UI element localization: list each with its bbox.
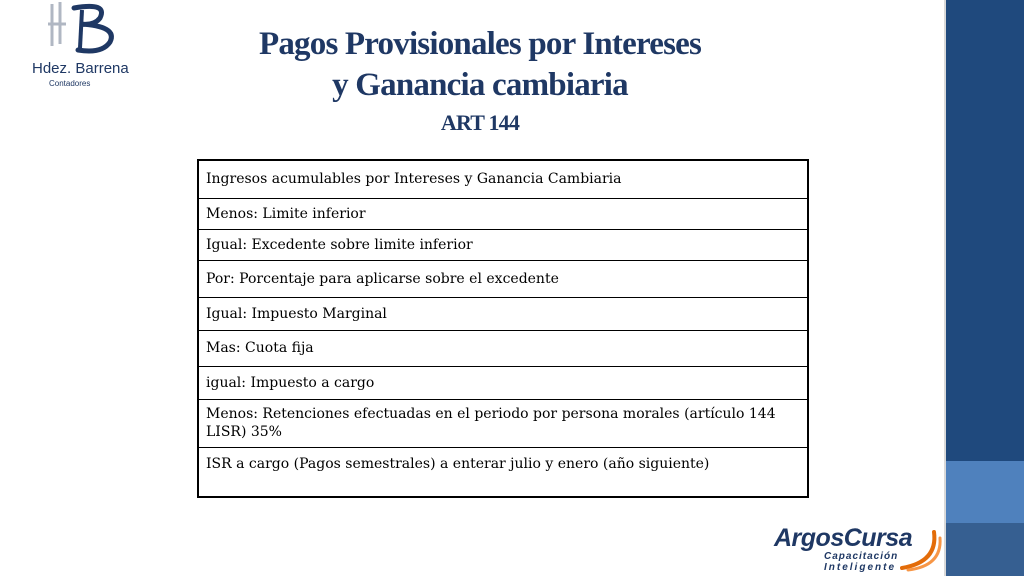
table-cell: Menos: Retenciones efectuadas en el periodo por persona morales (artículo 144 LISR) 35% [198,399,808,447]
table-row [198,160,808,198]
table-row [198,330,808,366]
footer-logo [768,524,948,574]
swoosh-icon [898,526,944,574]
hb-monogram-icon [22,0,132,62]
right-decorative-bar [946,0,1024,576]
table-row [198,447,808,497]
company-logo [22,0,142,96]
table-row [198,229,808,260]
footer-logo-part-a: Argos [774,524,844,552]
table-cell: Menos: Limite inferior [198,198,808,229]
right-bar-band-light [946,461,1024,523]
footer-logo-tagline-1: Capacitación [824,551,899,562]
footer-logo-wordmark [774,524,912,553]
table-cell: ISR a cargo (Pagos semestrales) a enterar julio y enero (año siguiente) [198,447,808,497]
logo-brand-name: Hdez. Barrena [32,60,129,77]
table-row [198,260,808,297]
table-cell: Por: Porcentaje para aplicarse sobre el excedente [198,260,808,297]
calculation-table [197,159,809,498]
footer-logo-part-b: Cursa [843,524,913,552]
table-cell: Mas: Cuota fija [198,330,808,366]
table-row [198,366,808,399]
table-row [198,399,808,447]
title-line-3: ART 144 [440,110,520,135]
table-cell: Igual: Excedente sobre limite inferior [198,229,808,260]
logo-subtitle: Contadores [49,79,91,88]
title-line-2: y Ganancia cambiaria [332,67,628,103]
slide-title [190,24,770,139]
table-cell: igual: Impuesto a cargo [198,366,808,399]
right-bar-band-mid [946,523,1024,576]
table-row [198,297,808,330]
table-cell: Igual: Impuesto Marginal [198,297,808,330]
table-cell: Ingresos acumulables por Intereses y Ganancia Cambiaria [198,160,808,198]
table-row [198,198,808,229]
footer-logo-tagline-2: Inteligente [824,562,897,573]
title-line-1: Pagos Provisionales por Intereses [258,26,701,62]
